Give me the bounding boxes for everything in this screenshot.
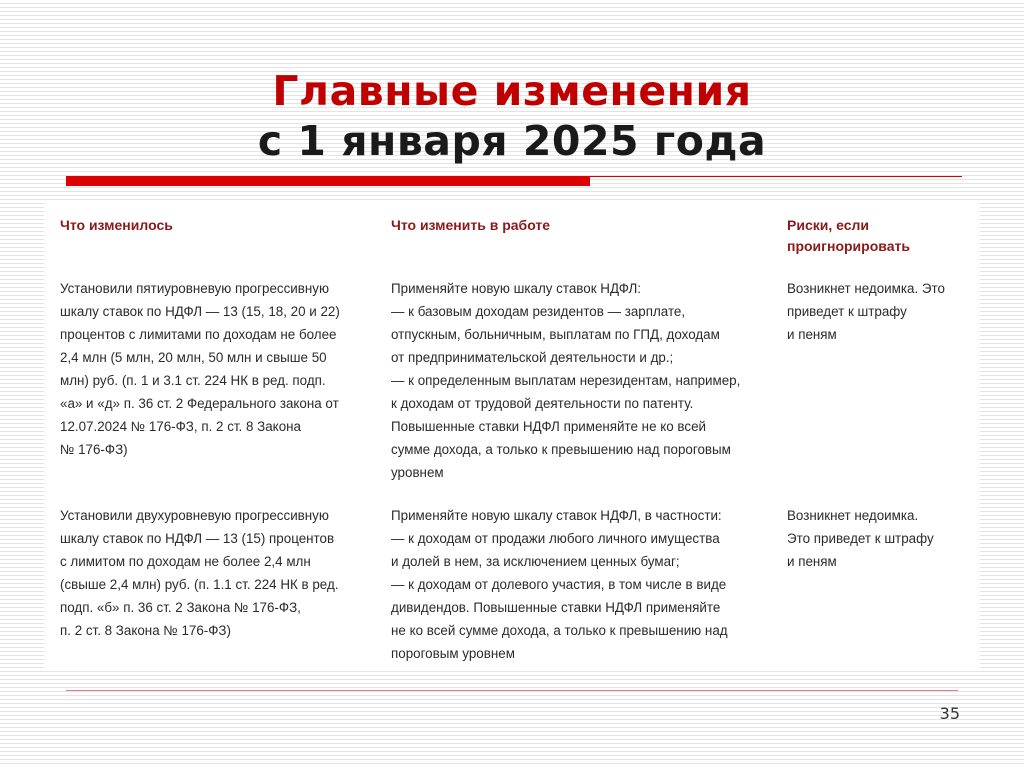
footer-divider (66, 690, 958, 691)
title-line-2: с 1 января 2025 года (257, 117, 767, 165)
title-accent-bar (66, 176, 590, 186)
header-what-changed: Что изменилось (60, 217, 173, 233)
row1-action-cell: Применяйте новую шкалу ставок НДФЛ: — к базовым доходам резидентов — зарплате, отпускным, больничным, выплатам по ГПД, доходам от предпринимательской деятельности и др.; — к определенным выплатам нерезидентам, например, к доходам от трудовой деятельности по патенту. Повышенные ставки НДФЛ применяйте не ко всей сумме дохода, а только к превышению над пороговым уровнем (391, 281, 741, 480)
row2-risk-cell: Возникнет недоимка. Это приведет к штрафу и пеням (787, 508, 934, 569)
row1-risk-cell: Возникнет недоимка. Это приведет к штрафу и пеням (787, 281, 945, 342)
page-number: 35 (939, 704, 960, 723)
header-risks: Риски, если проигнорировать (787, 217, 910, 254)
title-accent-line (590, 176, 962, 177)
row2-changed-cell: Установили двухуровневую прогрессивную шкалу ставок по НДФЛ — 13 (15) процентов с лимитом по доходам не более 2,4 млн (свыше 2,4 млн) руб. (п. 1.1 ст. 224 НК в ред. подп. «б» п. 36 ст. 2 Закона № 176-ФЗ, п. 2 ст. 8 Закона № 176-ФЗ) (60, 508, 339, 638)
slide-title (0, 66, 1024, 166)
title-line-1: Главные изменения (272, 67, 752, 115)
header-what-to-change: Что изменить в работе (391, 217, 551, 233)
changes-table (44, 203, 980, 671)
row1-changed-cell: Установили пятиуровневую прогрессивную шкалу ставок по НДФЛ — 13 (15, 18, 20 и 22) процентов с лимитами по доходам не более 2,4 млн (5 млн, 20 млн, 50 млн и свыше 50 млн) руб. (п. 1 и 3.1 ст. 224 НК в ред. подп. «а» и «д» п. 36 ст. 2 Федерального закона от 12.07.2024 № 176-ФЗ, п. 2 ст. 8 Закона № 176-ФЗ) (60, 281, 340, 457)
row2-action-cell: Применяйте новую шкалу ставок НДФЛ, в частности: — к доходам от продажи любого личного имущества и долей в нем, за исключением ценных бумаг; — к доходам от долевого участия, в том числе в виде дивидендов. Повышенные ставки НДФЛ применяйте не ко всей сумме дохода, а только к превышению над пороговым уровнем (391, 508, 728, 661)
